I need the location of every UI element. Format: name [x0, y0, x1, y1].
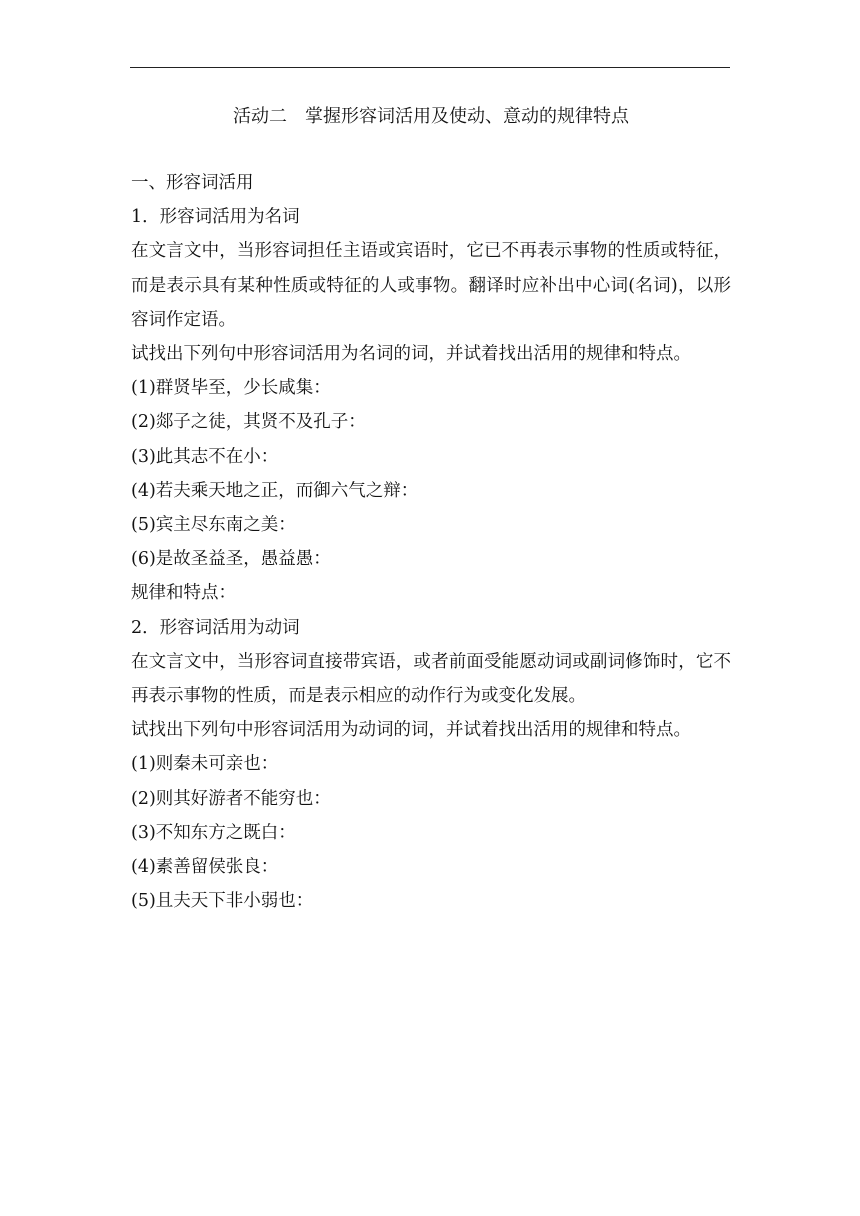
subheading-adjective-as-verb: 2．形容词活用为动词	[131, 617, 300, 638]
example-item: (5)宾主尽东南之美：	[131, 515, 296, 536]
paragraph-adjective-as-noun-task: 试找出下列句中形容词活用为名词的词，并试着找出活用的规律和特点。	[131, 344, 691, 365]
example-item: (4)若夫乘天地之正，而御六气之辩：	[131, 480, 419, 501]
example-item: (2)郯子之徒，其贤不及孔子：	[131, 412, 366, 433]
example-item: (1)则秦未可亲也：	[131, 754, 279, 775]
example-item: (5)且夫天下非小弱也：	[131, 891, 314, 912]
example-item: (2)则其好游者不能穷也：	[131, 788, 331, 809]
document-body	[131, 100, 731, 918]
example-item: (3)不知东方之既白：	[131, 822, 296, 843]
paragraph-adjective-as-verb-task: 试找出下列句中形容词活用为动词的词，并试着找出活用的规律和特点。	[131, 720, 691, 741]
activity-title: 活动二 掌握形容词活用及使动、意动的规律特点	[233, 106, 629, 127]
paragraph-adjective-as-noun-explanation: 在文言文中，当形容词担任主语或宾语时，它已不再表示事物的性质或特征，而是表示具有某种性质或特征的人或事物。翻译时应补出中心词(名词)，以形容词作定语。	[131, 241, 731, 330]
subheading-adjective-as-noun: 1．形容词活用为名词	[131, 207, 300, 228]
example-item: (1)群贤毕至，少长咸集：	[131, 378, 331, 399]
example-item: (4)素善留侯张良：	[131, 857, 279, 878]
paragraph-adjective-as-verb-explanation: 在文言文中，当形容词直接带宾语，或者前面受能愿动词或副词修饰时，它不再表示事物的性质，而是表示相应的动作行为或变化发展。	[131, 651, 731, 707]
section-heading-adjective-conversion: 一、形容词活用	[131, 173, 254, 193]
example-item: (3)此其志不在小：	[131, 446, 279, 467]
example-item: (6)是故圣益圣，愚益愚：	[131, 549, 331, 570]
header-rule	[130, 67, 730, 68]
rule-prompt: 规律和特点：	[131, 583, 236, 604]
